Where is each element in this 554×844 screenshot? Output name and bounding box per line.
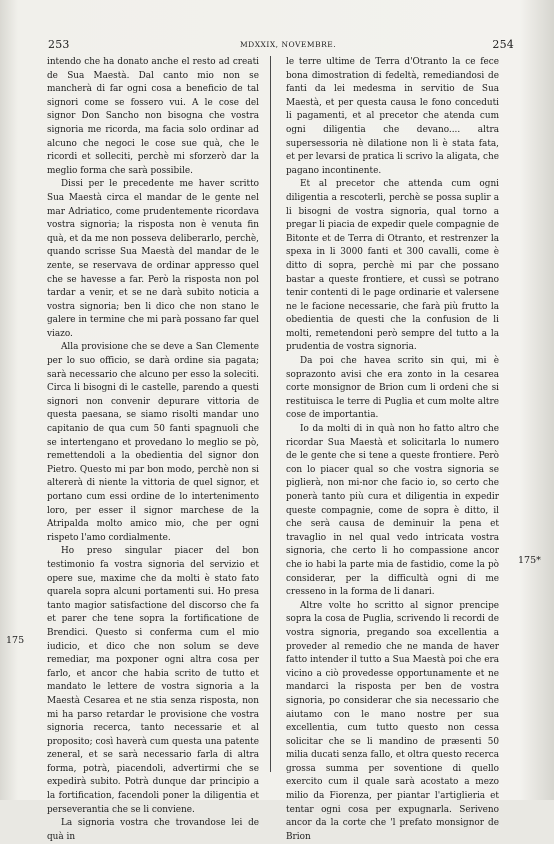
paragraph: Da poi che havea scrito sin qui, mi è soprazonto avisi che era zonto in la cesarea corte monsignor de Brion cum li ordeni che si restituisca le terre di Puglia et cum molte altre cose de importantia.: [286, 356, 499, 421]
page-number-left: 253: [48, 38, 70, 51]
running-title: MDXXIX, NOVEMBRE.: [240, 40, 337, 49]
right-column: [286, 56, 499, 844]
paragraph: La signoria vostra che trovandose lei de quà in: [47, 818, 259, 842]
paragraph: Io da molti di in quà non ho fatto altro che ricordar Sua Maestà et solicitarla lo numero de le gente che si tene a queste frontiere. Però con lo piacer qual so che vostra signoria se piglierà, non mi-nor che facio io, so certo che ponerà tanto più cura et diligentia in expedir queste compagnie, come de sopra è ditto, il che serà causa de deminuir la pena et travaglio in nel qual vedo intricata vostra signoria, che certo li ho compassione ancor che io habi la parte mia de fastidio, come la pò considerar, per la difficultà ogni di me cresseno in la forma de li danari.: [286, 424, 499, 598]
paragraph: Et al precetor che attenda cum ogni diligentia a rescoterli, perchè se possa suplir a li bisogni de vostra signoria, qual torno a pregar li piacia de expedir quele compagnie de Bitonte et de Terra di Otranto, et restrenzer la spexa in li 3000 fanti et 300 cavalli, come è ditto di sopra, perchè mi par che possano bastar a queste frontiere, et cussì se potrano tenir contenti di le page ordinarie et valersene ne le facione necessarie, che farà più frutto la obedientia de questi che la confusion de li molti, remetendoni però sempre del tutto a la prudentia de vostra signoria.: [286, 179, 499, 353]
paragraph: le terre ultime de Terra d'Otranto la ce fece bona dimostration di fedeltà, remediandosi de fanti da lei medesma in servitio de Sua Maestà, et per questa causa le fono conceduti li pagamenti, et al precetor che atenda cum ogni diligentia che devano.... altra supersessoria nè dilatione non li è stata fata, et per levarsi de pratica li scrivo la aligata, che pagano incontinente.: [286, 57, 499, 176]
paragraph: Altre volte ho scritto al signor prencipe sopra la cosa de Puglia, scrivendo li recordi de vostra signoria, pregando soa excellentia a proveder al remedio che ne manda de haver fatto intender il tutto a Sua Maestà poi che era vicino a ciò provedesse opportunamente et ne mandarci la risposta per ben de vostra signoria, po considerar che sia necessario che aiutamo con le mano nostre per sua excellentia, cum tutto questo non cessa solicitar che se li mandino de præsenti 50 milia ducati senza fallo, et oltra questo recerca grossa summa per soventione di quello exercito cum il quale sarà acostato a mezo milio da Fiorenza, per piantar l'artiglieria et tentar ogni cosa per expugnarla. Seriveno ancor da la corte che 'l prefato monsignor de Brion: [286, 600, 499, 842]
paragraph: intendo che ha donato anche el resto ad creati de Sua Maestà. Dal canto mio non se mancherà di far ogni cosa a beneficio de tal signori come se fossero vui. A le cose del signor Don Sancho non bisogna che vostra signoria me ricorda, ma facia solo ordinar ad alcuno che negoci le cose sue quà, che le ricordi et solleciti, perchè mi sforzerò dar la meglio forma che sarà possibile.: [47, 57, 259, 176]
paragraph: Dissi per le precedente me haver scritto Sua Maestà circa el mandar de le gente nel mar Adriatico, come prudentemente ricordava vostra signoria; la risposta non è venuta fin quà, et da me non posseva deliberarlo, perchè, quando scrisse Sua Maestà del mandar de le zente, se reservava de ordinar appresso quel che se havesse a far. Però la risposta non pol tardar a venir, et se ne darà subito noticia a vostra signoria; ben li dico che non stano le galere in termine che mi parà possano far quel viazo.: [47, 179, 259, 339]
column-divider: [270, 56, 271, 772]
paragraph: Ho preso singular piacer del bon testimonio fa vostra signoria del servizio et opere sue, maxime che da molti è stato fato quarela sopra alcuni portamenti sui. Ho presa tanto magior satisfactione del discorso che fa et parer che tene sopra la fortificatione de Brendici. Questo si conferma cum el mio iudicio, et dico che non solum se deve remediar, ma poxponer ogni altra cosa per farlo, et ancor che habia scrito de tutto et mandato le lettere de vostra signoria a la Maestà Cesarea et ne stia senza risposta, non mi ha parso retardar le provisione che vostra signoria recerca, tanto necessarie et al proposito; così haverà cum questa una patente zeneral, et se sarà necessario farla di altra forma, potrà, piacendoli, advertirmi che se expedirà subito. Potrà dunque dar principio a la fortification, facendoli poner la diligentia et perseverantia che se li conviene.: [47, 546, 259, 815]
page-header: [48, 38, 514, 54]
page-number-right: 254: [492, 38, 514, 51]
paragraph: Alla provisione che se deve a San Clemente per lo suo officio, se darà ordine sia pagata; sarà necessario che alcuno per esso la soleciti. Circa li bisogni di le castelle, parendo a questi signori non convenir depurare vittoria de questa paesana, se siamo risolti mandar uno capitanio de qua cum 50 fanti spagnuoli che se intertengano et provedano lo meglio se pò, remettendoli a la obedientia del signor don Pietro. Questo mi par bon modo, perchè non si altererà di niente la vittoria de quel signor, et portano cum essi ordine de lo intertenimento loro, per esser il signor marchese de la Atripalda molto amico mio, che per ogni rispeto l'amo cordialmente.: [47, 342, 259, 543]
margin-note-right: 175*: [518, 555, 541, 566]
left-column: [47, 56, 259, 844]
margin-note-left: 175: [6, 635, 25, 646]
